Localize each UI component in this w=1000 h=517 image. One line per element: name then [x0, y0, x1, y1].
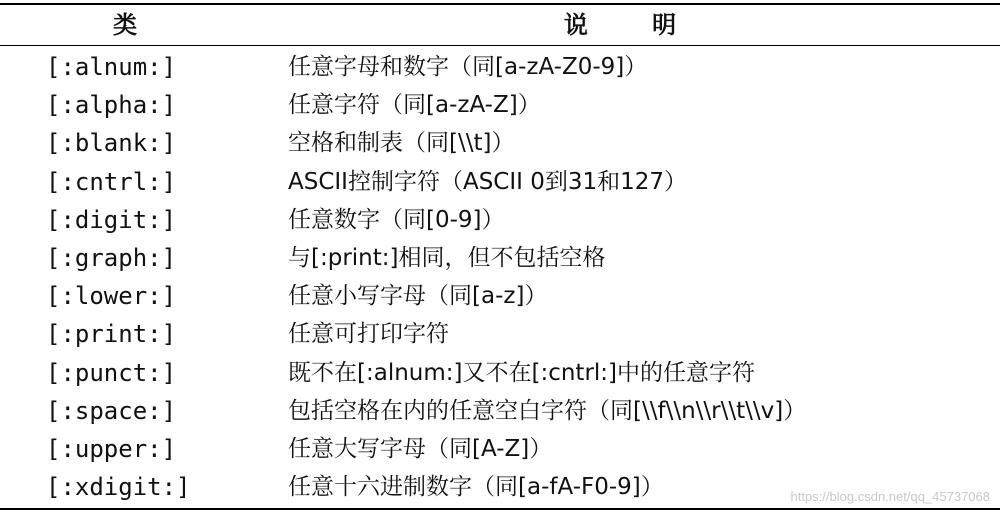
- class-cell: [:alpha:]: [46, 91, 177, 120]
- description-cell: 任意大写字母（同[A-Z]）: [288, 435, 553, 462]
- class-cell: [:print:]: [46, 320, 177, 349]
- table-body: [0, 48, 1000, 506]
- class-cell: [:blank:]: [46, 129, 177, 158]
- class-cell: [:upper:]: [46, 434, 177, 463]
- description-cell: 与[:print:]相同，但不包括空格: [288, 244, 606, 271]
- table-row: [0, 48, 1000, 86]
- description-cell: 空格和制表（同[\\t]）: [288, 130, 515, 157]
- description-cell: 任意字母和数字（同[a-zA-Z0-9]）: [288, 54, 648, 80]
- table-header-rule: [0, 45, 1000, 46]
- description-cell: 包括空格在内的任意空白字符（同[\\f\\n\\r\\t\\v]）: [288, 397, 807, 424]
- table-row: [0, 239, 1000, 277]
- column-header-class: 类: [113, 11, 137, 39]
- class-cell: [:digit:]: [46, 205, 177, 234]
- watermark-text: https://blog.csdn.net/qq_45737068: [790, 489, 990, 504]
- description-cell: 既不在[:alnum:]又不在[:cntrl:]中的任意字符: [288, 359, 756, 386]
- description-cell: 任意字符（同[a-zA-Z]）: [288, 92, 541, 119]
- table-row: [0, 201, 1000, 239]
- table-row: [0, 392, 1000, 430]
- table-row: [0, 430, 1000, 468]
- table-row: [0, 354, 1000, 392]
- class-cell: [:xdigit:]: [46, 473, 191, 502]
- table-header-row: [0, 6, 1000, 44]
- table-top-rule: [0, 3, 1000, 5]
- class-cell: [:cntrl:]: [46, 167, 177, 196]
- class-cell: [:space:]: [46, 396, 177, 425]
- table-row: [0, 163, 1000, 201]
- table-row: [0, 277, 1000, 315]
- table-row: [0, 86, 1000, 124]
- table-row: [0, 124, 1000, 162]
- description-cell: 任意可打印字符: [288, 321, 449, 348]
- class-cell: [:graph:]: [46, 243, 177, 272]
- description-cell: 任意十六进制数字（同[a-fA-F0-9]）: [288, 474, 664, 501]
- table-bottom-rule: [0, 508, 1000, 510]
- description-cell: 任意小写字母（同[a-z]）: [288, 283, 548, 310]
- description-cell: 任意数字（同[0-9]）: [288, 206, 505, 233]
- table-row: [0, 315, 1000, 353]
- description-cell: ASCII控制字符（ASCII 0到31和127）: [288, 168, 688, 195]
- column-header-description: 说 明: [563, 11, 705, 39]
- class-cell: [:lower:]: [46, 282, 177, 311]
- class-cell: [:alnum:]: [46, 53, 177, 81]
- class-cell: [:punct:]: [46, 358, 177, 387]
